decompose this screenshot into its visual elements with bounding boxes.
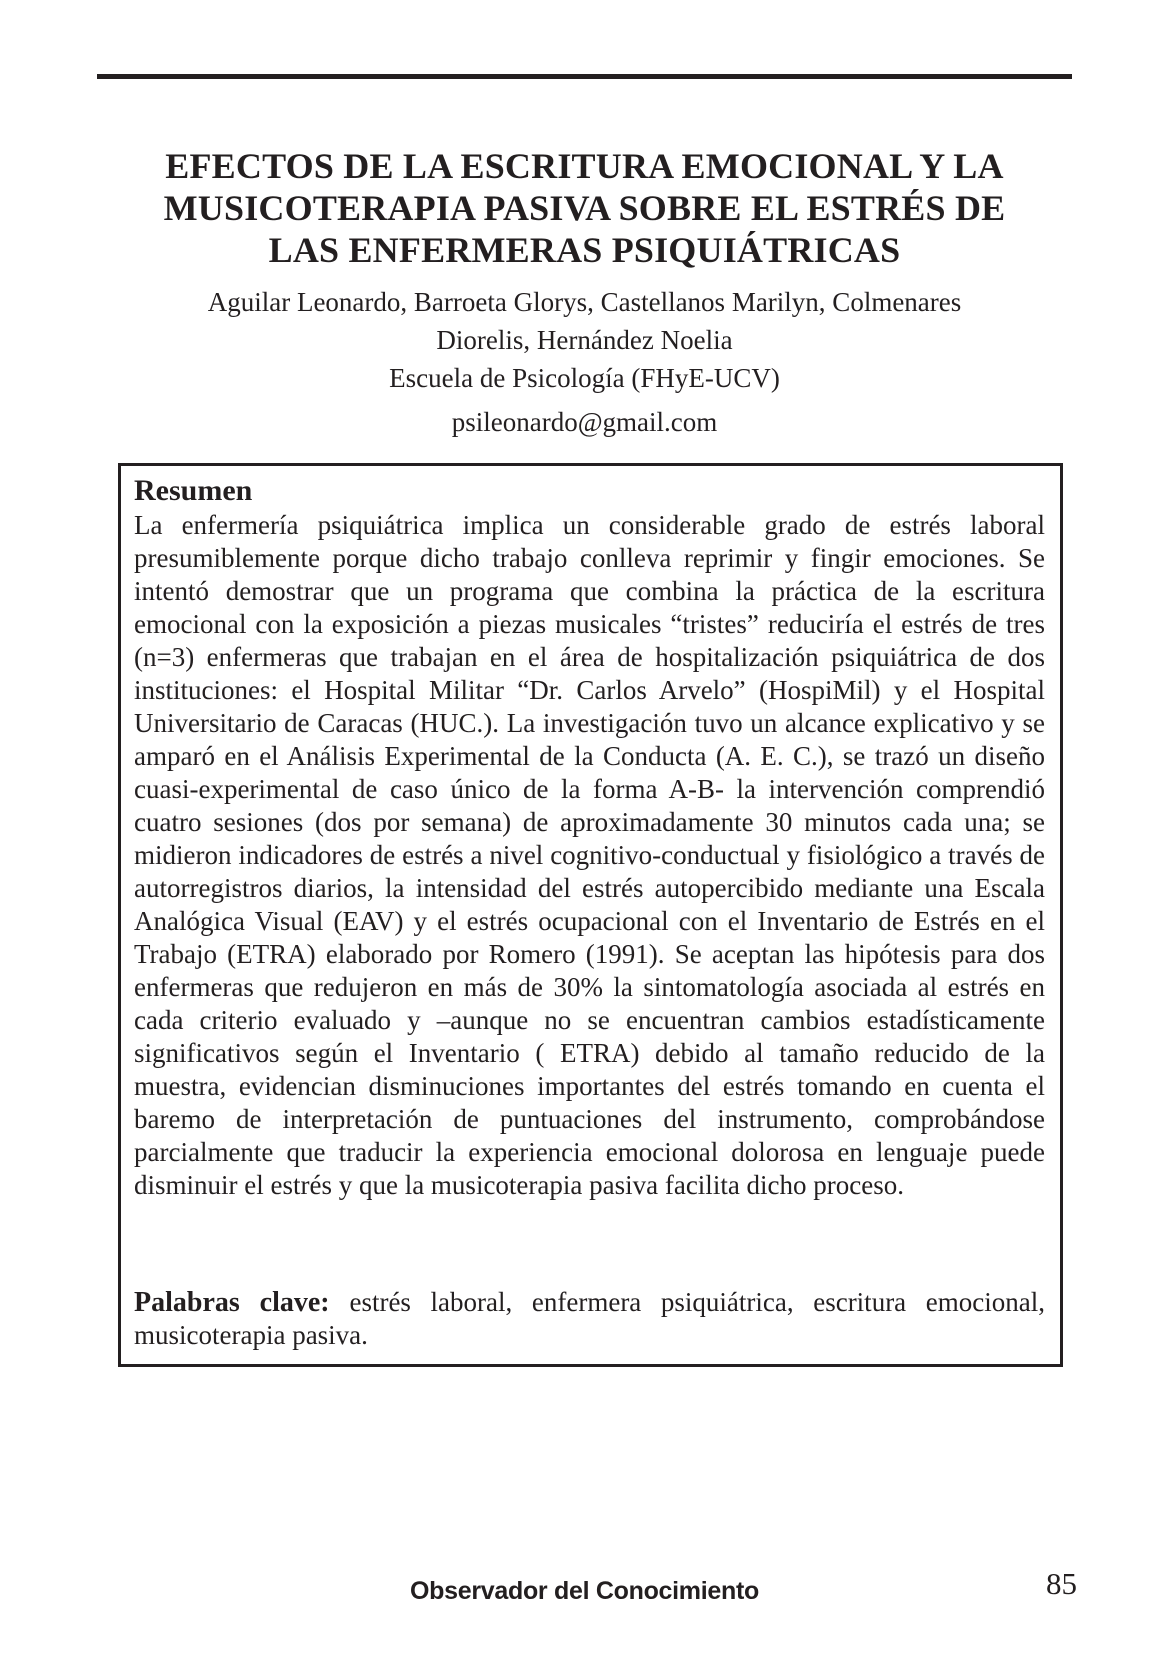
abstract-heading: Resumen bbox=[134, 474, 253, 507]
paper-title-line-3: LAS ENFERMERAS PSIQUIÁTRICAS bbox=[268, 230, 901, 270]
keywords-label-text: Palabras clave bbox=[134, 1287, 321, 1318]
footer-journal-name: Observador del Conocimiento bbox=[410, 1577, 759, 1605]
authors-line-1: Aguilar Leonardo, Barroeta Glorys, Castellanos Marilyn, Colmenares bbox=[207, 287, 962, 317]
affiliation: Escuela de Psicología (FHyE-UCV) bbox=[389, 363, 780, 393]
keywords-text: estrés laboral, enfermera psiquiátrica, escritura emocional, musicoterapia pasiva. bbox=[134, 1287, 1045, 1350]
keywords-separator: : bbox=[320, 1287, 350, 1318]
header-rule bbox=[97, 74, 1072, 79]
keywords-label bbox=[134, 1287, 349, 1318]
byline-block bbox=[97, 283, 1072, 441]
author-email: psileonardo@gmail.com bbox=[451, 407, 718, 437]
paper-title-line-2: MUSICOTERAPIA PASIVA SOBRE EL ESTRÉS DE bbox=[163, 188, 1006, 228]
authors-line-2: Diorelis, Hernández Noelia bbox=[436, 325, 733, 355]
paper-title-line-1: EFECTOS DE LA ESCRITURA EMOCIONAL Y LA bbox=[165, 146, 1004, 186]
keywords-line bbox=[134, 1286, 1045, 1352]
abstract-text: La enfermería psiquiátrica implica un considerable grado de estrés laboral presumiblemente porque dicho trabajo conlleva reprimir y fingir emociones. Se intentó demostrar que un programa que combina la práctica de la escritura emocional con la exposición a piezas musicales “tristes” reduciría el estrés de tres (n=3) enfermeras que trabajan en el área de hospitalización psiquiátrica de dos instituciones: el Hospital Militar “Dr. Carlos Arvelo” (HospiMil) y el Hospital Universitario de Caracas (HUC.). La investigación tuvo un alcance explicativo y se amparó en el Análisis Experimental de la Conducta (A. E. C.), se trazó un diseño cuasi-experimental de caso único de la forma A-B- la intervención comprendió cuatro sesiones (dos por semana) de aproximadamente 30 minutos cada una; se midieron indicadores de estrés a nivel cognitivo-conductual y fisiológico a través de autorregistros diarios, la intensidad del estrés autopercibido mediante una Escala Analógica Visual (EAV) y el estrés ocupacional con el Inventario de Estrés en el Trabajo (ETRA) elaborado por Romero (1991). Se aceptan las hipótesis para dos enfermeras que redujeron en más de 30% la sintomatología asociada al estrés en cada criterio evaluado y –aunque no se encuentran cambios estadísticamente significativos según el Inventario ( ETRA) debido al tamaño reducido de la muestra, evidencian disminuciones importantes del estrés tomando en cuenta el baremo de interpretación de puntuaciones del instrumento, comprobándose parcialmente que traducir la experiencia emocional dolorosa en lenguaje puede disminuir el estrés y que la musicoterapia pasiva facilita dicho proceso. bbox=[134, 510, 1045, 1200]
paper-title bbox=[97, 145, 1072, 271]
abstract-box bbox=[118, 463, 1063, 1367]
footer-page-number: 85 bbox=[1046, 1566, 1077, 1601]
